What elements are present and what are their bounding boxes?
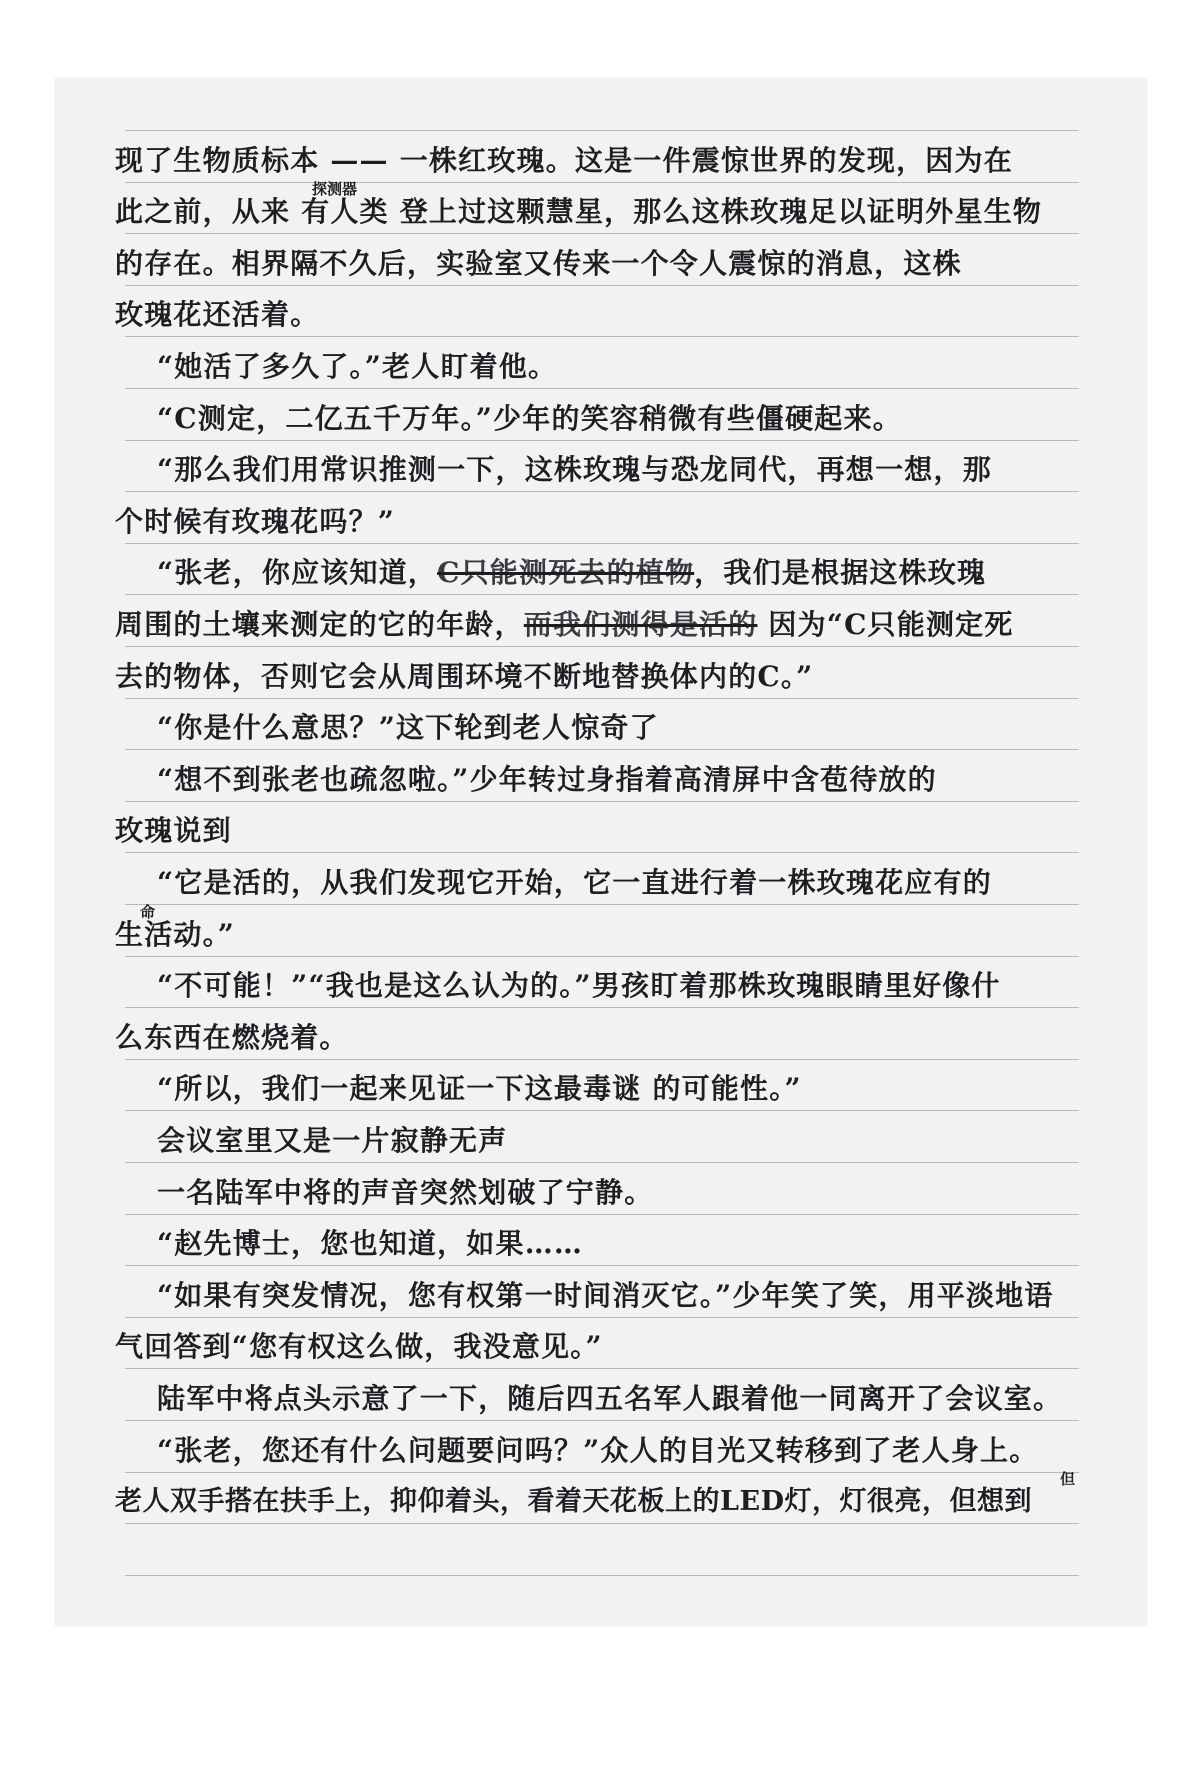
ruled-line xyxy=(125,1472,1079,1473)
ruled-line xyxy=(125,543,1079,544)
ruled-line xyxy=(125,336,1079,337)
ruled-line xyxy=(125,285,1079,286)
ruled-line xyxy=(125,749,1079,750)
ruled-line xyxy=(125,1162,1079,1163)
ruled-line xyxy=(125,1575,1079,1576)
notebook-page xyxy=(55,78,1147,1626)
handwritten-line: “它是活的，从我们发现它开始，它一直进行着一株玫瑰花应有的 xyxy=(157,866,992,899)
handwritten-line: 个时候有玫瑰花吗？” xyxy=(115,504,396,538)
handwritten-line: 生活动。” xyxy=(115,917,236,951)
ruled-line xyxy=(125,646,1079,647)
ruled-line xyxy=(125,1110,1079,1111)
ruled-line xyxy=(125,698,1079,699)
handwritten-line: “赵先博士，您也知道，如果…… xyxy=(157,1227,584,1261)
handwritten-insertion: 但 xyxy=(1060,1470,1076,1489)
handwritten-insertion: 命 xyxy=(140,902,156,921)
handwritten-line: “张老，您还有什么问题要问吗？”众人的目光又转移到了老人身上。 xyxy=(157,1433,1039,1467)
ruled-line xyxy=(125,388,1079,389)
ruled-line xyxy=(125,1420,1079,1421)
handwritten-line: “你是什么意思？”这下轮到老人惊奇了 xyxy=(157,711,659,745)
line-text: 周围的土壤来测定的它的年龄， xyxy=(115,608,524,641)
handwritten-line: “C测定，二亿五千万年。”少年的笑容稍微有些僵硬起来。 xyxy=(157,401,902,435)
handwritten-line: “如果有突发情况，您有权第一时间消灭它。”少年笑了笑，用平淡地语 xyxy=(157,1278,1054,1312)
line-text: ，我们是根据这株玫瑰 xyxy=(694,556,987,590)
handwritten-line: “不可能！”“我也是这么认为的。”男孩盯着那株玫瑰眼睛里好像什 xyxy=(157,969,1001,1003)
ruled-line xyxy=(125,440,1079,441)
ruled-line xyxy=(125,801,1079,802)
handwritten-line: 的存在。相界隔不久后，实验室又传来一个令人震惊的消息，这株 xyxy=(115,246,962,280)
handwritten-line: 老人双手搭在扶手上，抑仰着头，看着天花板上的LED灯，灯很亮，但想到 xyxy=(115,1486,1032,1518)
handwritten-line: 此之前，从来 有人类 登上过这颗慧星，那么这株玫瑰足以证明外星生物 xyxy=(115,195,1043,229)
line-text: “张老，你应该知道， xyxy=(157,556,438,590)
ruled-line xyxy=(125,1214,1079,1215)
struck-out-text: 而我们测得是活的 xyxy=(523,608,758,641)
ruled-line xyxy=(125,1317,1079,1318)
handwritten-line: 么东西在燃烧着。 xyxy=(115,1020,349,1054)
handwritten-line: “那么我们用常识推测一下，这株玫瑰与恐龙同代，再想一想，那 xyxy=(157,453,992,487)
handwritten-line xyxy=(115,608,1014,642)
handwritten-line: 玫瑰说到 xyxy=(115,814,232,848)
struck-out-text: C只能测死去的植物 xyxy=(437,556,695,590)
ruled-line xyxy=(125,904,1079,905)
handwritten-line: “想不到张老也疏忽啦。”少年转过身指着高清屏中含苞待放的 xyxy=(157,762,937,796)
ruled-line xyxy=(125,852,1079,853)
ruled-line xyxy=(125,1523,1079,1524)
ruled-line xyxy=(125,491,1079,492)
handwritten-line: “所以，我们一起来见证一下这最毒谜 的可能性。” xyxy=(157,1072,802,1106)
line-text: 因为“C只能测定死 xyxy=(757,608,1014,641)
ruled-line xyxy=(125,594,1079,595)
handwritten-line: 现了生物质标本 —— 一株红玫瑰。这是一件震惊世界的发现，因为在 xyxy=(115,143,1013,177)
handwritten-line: 气回答到“您有权这么做，我没意见。” xyxy=(115,1330,603,1364)
ruled-line xyxy=(125,1007,1079,1008)
ruled-line xyxy=(125,130,1079,131)
handwritten-line xyxy=(157,556,986,590)
ruled-line xyxy=(125,1059,1079,1060)
ruled-line xyxy=(125,233,1079,234)
handwritten-line: 去的物体，否则它会从周围环境不断地替换体内的C。” xyxy=(115,659,814,693)
handwritten-line: “她活了多久了。”老人盯着他。 xyxy=(157,350,558,383)
ruled-line xyxy=(125,1368,1079,1369)
handwritten-line: 玫瑰花还活着。 xyxy=(115,298,320,332)
handwritten-line: 一名陆军中将的声音突然划破了宁静。 xyxy=(157,1175,654,1209)
handwritten-line: 会议室里又是一片寂静无声 xyxy=(157,1124,508,1157)
ruled-line xyxy=(125,182,1079,183)
handwritten-insertion: 探测器 xyxy=(312,180,358,199)
ruled-line xyxy=(125,1265,1079,1266)
ruled-line xyxy=(125,956,1079,957)
handwritten-line: 陆军中将点头示意了一下，随后四五名军人跟着他一同离开了会议室。 xyxy=(157,1382,1063,1415)
